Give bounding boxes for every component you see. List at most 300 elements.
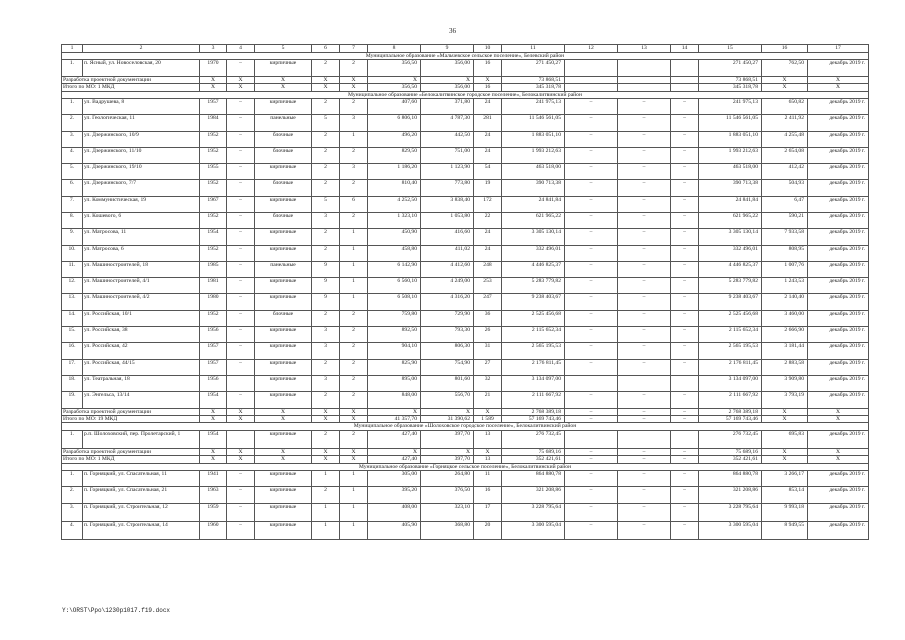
table-cell: 24 841,84 bbox=[502, 196, 565, 212]
table-cell: – bbox=[227, 471, 255, 487]
building-row bbox=[62, 392, 869, 408]
row-index: 15. bbox=[62, 327, 83, 343]
row-index: 3. bbox=[62, 503, 83, 521]
building-row bbox=[62, 229, 869, 245]
summary-cell: X bbox=[340, 415, 368, 422]
summary-cell: X bbox=[762, 415, 808, 422]
table-cell: – bbox=[618, 359, 671, 375]
table-cell bbox=[565, 430, 618, 448]
table-cell: – bbox=[671, 471, 699, 487]
table-cell: 356,00 bbox=[421, 60, 474, 76]
table-cell: – bbox=[618, 278, 671, 294]
summary-cell: X bbox=[200, 456, 227, 463]
table-cell: – bbox=[671, 98, 699, 114]
building-address: п. Ясный, ул. Новоселовская, 20 bbox=[83, 60, 200, 76]
table-cell: 397,70 bbox=[421, 430, 474, 448]
table-cell: 556,70 bbox=[421, 392, 474, 408]
table-cell: 3 134 097,00 bbox=[699, 375, 762, 391]
row-index: 7. bbox=[62, 196, 83, 212]
table-cell: 2 176 811,45 bbox=[502, 359, 565, 375]
table-cell: декабрь 2019 г. bbox=[808, 521, 869, 539]
summary-cell: 1 589 bbox=[474, 415, 502, 422]
summary-cell: X bbox=[808, 415, 869, 422]
table-cell: 32 bbox=[474, 375, 502, 391]
table-cell: – bbox=[565, 278, 618, 294]
table-cell: – bbox=[671, 229, 699, 245]
summary-label: Итого по МО: 1 МКД bbox=[62, 84, 200, 91]
column-number: 12 bbox=[565, 45, 618, 53]
table-cell: – bbox=[227, 147, 255, 163]
summary-cell: X bbox=[808, 76, 869, 83]
table-cell: – bbox=[671, 245, 699, 261]
table-cell: – bbox=[618, 392, 671, 408]
summary-cell: X bbox=[255, 448, 312, 455]
table-cell: 4 249,00 bbox=[421, 278, 474, 294]
table-cell: 26 bbox=[474, 327, 502, 343]
table-cell: 3 bbox=[312, 213, 340, 229]
table-cell: – bbox=[565, 471, 618, 487]
table-cell: 271 450,27 bbox=[699, 60, 762, 76]
building-address: ул. Матросова, 11 bbox=[83, 229, 200, 245]
column-number: 6 bbox=[312, 45, 340, 53]
column-number: 4 bbox=[227, 45, 255, 53]
table-cell: 806,30 bbox=[421, 343, 474, 359]
building-address: ул. Российская, 10/1 bbox=[83, 310, 200, 326]
table-cell: 2 411,92 bbox=[762, 115, 808, 131]
table-cell: 24 bbox=[474, 98, 502, 114]
table-cell: 773,80 bbox=[421, 180, 474, 196]
table-cell: – bbox=[565, 164, 618, 180]
building-row bbox=[62, 196, 869, 212]
table-cell: – bbox=[671, 343, 699, 359]
summary-cell: X bbox=[474, 408, 502, 415]
table-cell: 496,20 bbox=[368, 131, 421, 147]
column-number: 2 bbox=[83, 45, 200, 53]
table-cell: 2 bbox=[340, 327, 368, 343]
table-cell: 2 bbox=[312, 392, 340, 408]
row-index: 18. bbox=[62, 375, 83, 391]
table-cell: 3 305 130,14 bbox=[502, 229, 565, 245]
table-cell: блочные bbox=[255, 213, 312, 229]
table-cell: – bbox=[618, 98, 671, 114]
table-cell: 1 883 051,10 bbox=[502, 131, 565, 147]
table-cell: декабрь 2019 г. bbox=[808, 98, 869, 114]
summary-cell: 57 169 743,46 bbox=[699, 415, 762, 422]
table-cell: декабрь 2019 г. bbox=[808, 310, 869, 326]
summary-cell: X bbox=[227, 415, 255, 422]
table-cell: кирпичные bbox=[255, 294, 312, 310]
table-cell bbox=[565, 60, 618, 76]
table-cell: 3 bbox=[340, 164, 368, 180]
table-cell: 621 965,22 bbox=[699, 213, 762, 229]
table-cell: 1 bbox=[340, 503, 368, 521]
summary-cell: X bbox=[762, 76, 808, 83]
table-cell: 6 806,10 bbox=[368, 115, 421, 131]
table-cell: – bbox=[565, 229, 618, 245]
row-index: 1. bbox=[62, 98, 83, 114]
summary-cell bbox=[565, 84, 618, 91]
table-cell: – bbox=[227, 98, 255, 114]
table-cell: – bbox=[618, 229, 671, 245]
table-cell: 2 bbox=[312, 180, 340, 196]
building-row bbox=[62, 115, 869, 131]
municipality-title: Муниципальное образование «Шолоховское городское поселение», Белокалитвинский район bbox=[62, 423, 869, 430]
summary-cell: X bbox=[368, 76, 421, 83]
table-cell: 1 186,20 bbox=[368, 164, 421, 180]
table-cell: 2 bbox=[312, 430, 340, 448]
table-cell: – bbox=[227, 392, 255, 408]
table-cell: 853,14 bbox=[762, 487, 808, 503]
table-cell: 1985 bbox=[200, 261, 227, 277]
table-cell: – bbox=[618, 487, 671, 503]
building-row bbox=[62, 310, 869, 326]
table-cell: 24 bbox=[474, 229, 502, 245]
table-cell: 172 bbox=[474, 196, 502, 212]
summary-cell: 427,40 bbox=[368, 456, 421, 463]
table-cell: 2 bbox=[340, 180, 368, 196]
table-cell: декабрь 2019 г. bbox=[808, 430, 869, 448]
table-cell: 332 496,01 bbox=[502, 245, 565, 261]
municipality-title: Муниципальное образование «Белокалитвинское городское поселение», Белокалитвинский район bbox=[62, 91, 869, 98]
table-cell: 1 993 212,63 bbox=[699, 147, 762, 163]
table-cell: кирпичные bbox=[255, 487, 312, 503]
table-cell: кирпичные bbox=[255, 503, 312, 521]
table-cell: 416,60 bbox=[421, 229, 474, 245]
table-cell: 6,47 bbox=[762, 196, 808, 212]
table-cell: 1 053,80 bbox=[421, 213, 474, 229]
table-cell: – bbox=[671, 294, 699, 310]
table-cell: декабрь 2019 г. bbox=[808, 503, 869, 521]
table-cell: 6 142,90 bbox=[368, 261, 421, 277]
row-index: 8. bbox=[62, 213, 83, 229]
table-cell: 1 bbox=[340, 471, 368, 487]
summary-label: Разработка проектной документации bbox=[62, 76, 200, 83]
table-cell: – bbox=[565, 196, 618, 212]
table-cell: 11 546 561,05 bbox=[699, 115, 762, 131]
table-cell: кирпичные bbox=[255, 278, 312, 294]
table-cell: 276 732,45 bbox=[699, 430, 762, 448]
table-cell: 5 bbox=[312, 115, 340, 131]
summary-cell: X bbox=[200, 76, 227, 83]
table-cell: кирпичные bbox=[255, 245, 312, 261]
table-cell: 3 bbox=[340, 115, 368, 131]
table-cell: 1952 bbox=[200, 147, 227, 163]
building-row bbox=[62, 487, 869, 503]
table-cell: декабрь 2019 г. bbox=[808, 375, 869, 391]
table-cell: 9 bbox=[312, 261, 340, 277]
summary-cell: – bbox=[565, 408, 618, 415]
summary-cell: 352 421,61 bbox=[502, 456, 565, 463]
building-address: ул. Коммунистическая, 19 bbox=[83, 196, 200, 212]
table-cell: – bbox=[227, 245, 255, 261]
table-cell: – bbox=[618, 310, 671, 326]
table-cell: 1 323,10 bbox=[368, 213, 421, 229]
table-cell: 1955 bbox=[200, 164, 227, 180]
page-number: 36 bbox=[449, 27, 456, 35]
table-cell: 248 bbox=[474, 261, 502, 277]
table-cell: 395,20 bbox=[368, 487, 421, 503]
table-cell bbox=[618, 375, 671, 391]
summary-cell: X bbox=[312, 84, 340, 91]
summary-cell: 57 169 743,46 bbox=[502, 415, 565, 422]
table-cell bbox=[671, 60, 699, 76]
building-row bbox=[62, 327, 869, 343]
table-cell: блочные bbox=[255, 131, 312, 147]
table-cell: 864 880,78 bbox=[502, 471, 565, 487]
summary-cell: X bbox=[421, 448, 474, 455]
table-cell: 405,90 bbox=[368, 521, 421, 539]
table-cell: 1981 bbox=[200, 278, 227, 294]
municipality-section-row bbox=[62, 53, 869, 60]
row-index: 3. bbox=[62, 131, 83, 147]
table-cell: – bbox=[227, 196, 255, 212]
table-cell: 2 bbox=[312, 359, 340, 375]
table-cell: 729,90 bbox=[421, 310, 474, 326]
table-cell: декабрь 2019 г. bbox=[808, 164, 869, 180]
building-row bbox=[62, 359, 869, 375]
summary-cell: – bbox=[671, 408, 699, 415]
table-cell: декабрь 2019 г. bbox=[808, 294, 869, 310]
table-cell: – bbox=[565, 180, 618, 196]
table-cell: 754,90 bbox=[421, 359, 474, 375]
table-cell bbox=[618, 430, 671, 448]
table-cell: 1 bbox=[312, 503, 340, 521]
table-cell: декабрь 2019 г. bbox=[808, 213, 869, 229]
row-index: 13. bbox=[62, 294, 83, 310]
summary-cell: – bbox=[565, 415, 618, 422]
table-cell: 24 841,84 bbox=[699, 196, 762, 212]
table-cell: 2 525 456,68 bbox=[502, 310, 565, 326]
table-cell: 408,00 bbox=[368, 503, 421, 521]
table-cell: 3 460,00 bbox=[762, 310, 808, 326]
table-cell: 21 bbox=[474, 392, 502, 408]
summary-label: Итого по МО: 19 МКД bbox=[62, 415, 200, 422]
building-row bbox=[62, 147, 869, 163]
summary-cell: 73 868,51 bbox=[699, 76, 762, 83]
building-row bbox=[62, 343, 869, 359]
summary-cell bbox=[671, 76, 699, 83]
table-cell: 241 975,13 bbox=[699, 98, 762, 114]
table-cell: декабрь 2019 г. bbox=[808, 343, 869, 359]
table-cell: 3 bbox=[312, 375, 340, 391]
table-cell: 1952 bbox=[200, 180, 227, 196]
table-cell: 5 283 779,82 bbox=[699, 278, 762, 294]
table-cell: 2 bbox=[340, 392, 368, 408]
summary-cell: X bbox=[200, 415, 227, 422]
table-cell: – bbox=[618, 294, 671, 310]
table-cell: 3 228 795,64 bbox=[699, 503, 762, 521]
summary-cell: X bbox=[808, 84, 869, 91]
table-cell: – bbox=[618, 261, 671, 277]
table-cell: 7 933,58 bbox=[762, 229, 808, 245]
column-number: 17 bbox=[808, 45, 869, 53]
row-index: 19. bbox=[62, 392, 83, 408]
table-cell: 36 bbox=[474, 310, 502, 326]
table-cell: – bbox=[618, 131, 671, 147]
summary-cell: X bbox=[762, 84, 808, 91]
column-number: 1 bbox=[62, 45, 83, 53]
table-cell: декабрь 2019 г. bbox=[808, 327, 869, 343]
table-cell: – bbox=[618, 343, 671, 359]
table-cell: – bbox=[227, 261, 255, 277]
table-cell: 1956 bbox=[200, 327, 227, 343]
table-cell: декабрь 2019 г. bbox=[808, 229, 869, 245]
table-cell: – bbox=[618, 471, 671, 487]
building-address: ул. Машиностроителей, 18 bbox=[83, 261, 200, 277]
table-cell: 24 bbox=[474, 245, 502, 261]
table-cell: 332 496,01 bbox=[699, 245, 762, 261]
table-cell: блочные bbox=[255, 310, 312, 326]
building-address: п. Горняцкий, ул. Спасательная, 11 bbox=[83, 471, 200, 487]
summary-cell: X bbox=[227, 76, 255, 83]
building-address: ул. Вадрушева, 8 bbox=[83, 98, 200, 114]
building-row bbox=[62, 164, 869, 180]
table-cell: кирпичные bbox=[255, 164, 312, 180]
summary-cell: X bbox=[762, 408, 808, 415]
building-address: ул. Российская, 42 bbox=[83, 343, 200, 359]
table-cell: 54 bbox=[474, 164, 502, 180]
table-cell: 1 bbox=[340, 261, 368, 277]
column-number: 8 bbox=[368, 45, 421, 53]
table-cell: – bbox=[671, 359, 699, 375]
building-address: ул. Российская, 44/15 bbox=[83, 359, 200, 375]
summary-cell: X bbox=[808, 456, 869, 463]
table-cell: 4 252,50 bbox=[368, 196, 421, 212]
row-index: 17. bbox=[62, 359, 83, 375]
table-cell: 9 238 403,67 bbox=[502, 294, 565, 310]
building-address: ул. Дзержинского, 11/10 bbox=[83, 147, 200, 163]
table-cell bbox=[227, 375, 255, 391]
table-cell bbox=[618, 60, 671, 76]
table-cell: декабрь 2019 г. bbox=[808, 147, 869, 163]
table-cell: 2 654,08 bbox=[762, 147, 808, 163]
summary-cell: X bbox=[340, 448, 368, 455]
building-address: ул. Кошевого, 6 bbox=[83, 213, 200, 229]
table-cell bbox=[227, 430, 255, 448]
table-cell: – bbox=[671, 261, 699, 277]
building-address: ул. Дзержинского, 10/9 bbox=[83, 131, 200, 147]
summary-row bbox=[62, 448, 869, 455]
table-cell: кирпичные bbox=[255, 196, 312, 212]
table-cell: 1 bbox=[340, 131, 368, 147]
table-cell: декабрь 2019 г. bbox=[808, 278, 869, 294]
table-cell: – bbox=[671, 327, 699, 343]
summary-cell: X bbox=[808, 408, 869, 415]
table-cell: 305,00 bbox=[368, 471, 421, 487]
table-cell: – bbox=[227, 310, 255, 326]
summary-cell: X bbox=[312, 76, 340, 83]
summary-cell: X bbox=[474, 76, 502, 83]
building-address: п. Горняцкий, ул. Спасательная, 21 bbox=[83, 487, 200, 503]
table-cell: кирпичные bbox=[255, 327, 312, 343]
table-cell: 2 bbox=[312, 147, 340, 163]
table-cell: – bbox=[565, 487, 618, 503]
table-cell: 1952 bbox=[200, 213, 227, 229]
building-address: п. Горняцкий, ул. Строительная, 12 bbox=[83, 503, 200, 521]
row-index: 5. bbox=[62, 164, 83, 180]
table-cell: 463 518,00 bbox=[699, 164, 762, 180]
column-number: 16 bbox=[762, 45, 808, 53]
table-cell: – bbox=[671, 503, 699, 521]
table-cell: – bbox=[565, 98, 618, 114]
column-number: 13 bbox=[618, 45, 671, 53]
table-cell: блочные bbox=[255, 147, 312, 163]
building-row bbox=[62, 294, 869, 310]
table-cell: – bbox=[671, 180, 699, 196]
capital-repair-table bbox=[61, 44, 869, 540]
summary-cell: 356,50 bbox=[368, 84, 421, 91]
municipality-section-row bbox=[62, 423, 869, 430]
table-cell: 2 115 652,34 bbox=[699, 327, 762, 343]
table-cell: панельные bbox=[255, 261, 312, 277]
table-cell: 1963 bbox=[200, 487, 227, 503]
summary-cell: 345 318,78 bbox=[502, 84, 565, 91]
summary-cell: X bbox=[368, 408, 421, 415]
summary-cell: – bbox=[618, 456, 671, 463]
summary-cell: 75 689,16 bbox=[502, 448, 565, 455]
table-cell: – bbox=[565, 115, 618, 131]
table-cell: 3 305 130,14 bbox=[699, 229, 762, 245]
table-cell: 17 bbox=[474, 503, 502, 521]
summary-row bbox=[62, 408, 869, 415]
table-cell: декабрь 2019 г. bbox=[808, 487, 869, 503]
table-cell: 1 993 212,63 bbox=[502, 147, 565, 163]
column-number: 15 bbox=[699, 45, 762, 53]
table-cell: 762,50 bbox=[762, 60, 808, 76]
table-cell: 1980 bbox=[200, 294, 227, 310]
municipality-section-row bbox=[62, 91, 869, 98]
building-row bbox=[62, 261, 869, 277]
column-number: 14 bbox=[671, 45, 699, 53]
table-cell: 864 880,78 bbox=[699, 471, 762, 487]
summary-cell: 2 768 389,18 bbox=[502, 408, 565, 415]
table-cell: 2 bbox=[340, 375, 368, 391]
table-cell: декабрь 2019 г. bbox=[808, 392, 869, 408]
table-cell: 11 546 561,05 bbox=[502, 115, 565, 131]
table-cell: – bbox=[618, 147, 671, 163]
table-cell: 407,60 bbox=[368, 98, 421, 114]
table-cell: 895,00 bbox=[368, 375, 421, 391]
table-cell: 4 412,60 bbox=[421, 261, 474, 277]
table-cell: – bbox=[618, 503, 671, 521]
table-cell: 19 bbox=[474, 180, 502, 196]
table-cell bbox=[565, 375, 618, 391]
table-body bbox=[62, 45, 869, 540]
summary-cell: – bbox=[671, 448, 699, 455]
table-cell: 810,40 bbox=[368, 180, 421, 196]
table-cell: 1 007,76 bbox=[762, 261, 808, 277]
document-file-path: Y:\ORST\Ppo\1230p1017.f19.docx bbox=[62, 607, 171, 614]
table-cell: 323,10 bbox=[421, 503, 474, 521]
summary-cell bbox=[618, 76, 671, 83]
table-cell: 1 bbox=[312, 521, 340, 539]
table-cell: 13 bbox=[474, 430, 502, 448]
summary-cell: 356,00 bbox=[421, 84, 474, 91]
table-cell: 9 bbox=[312, 278, 340, 294]
summary-cell: X bbox=[227, 448, 255, 455]
summary-cell: X bbox=[312, 448, 340, 455]
table-cell: 4 255,48 bbox=[762, 131, 808, 147]
table-cell: 5 283 779,82 bbox=[502, 278, 565, 294]
table-cell: 2 111 667,92 bbox=[699, 392, 762, 408]
table-cell: 504,93 bbox=[762, 180, 808, 196]
table-cell: 16 bbox=[474, 60, 502, 76]
summary-label: Разработка проектной документации bbox=[62, 408, 200, 415]
table-cell: – bbox=[227, 180, 255, 196]
summary-cell: – bbox=[565, 448, 618, 455]
building-address: п. Горняцкий, ул. Строительная, 14 bbox=[83, 521, 200, 539]
table-cell: декабрь 2019 г. bbox=[808, 471, 869, 487]
